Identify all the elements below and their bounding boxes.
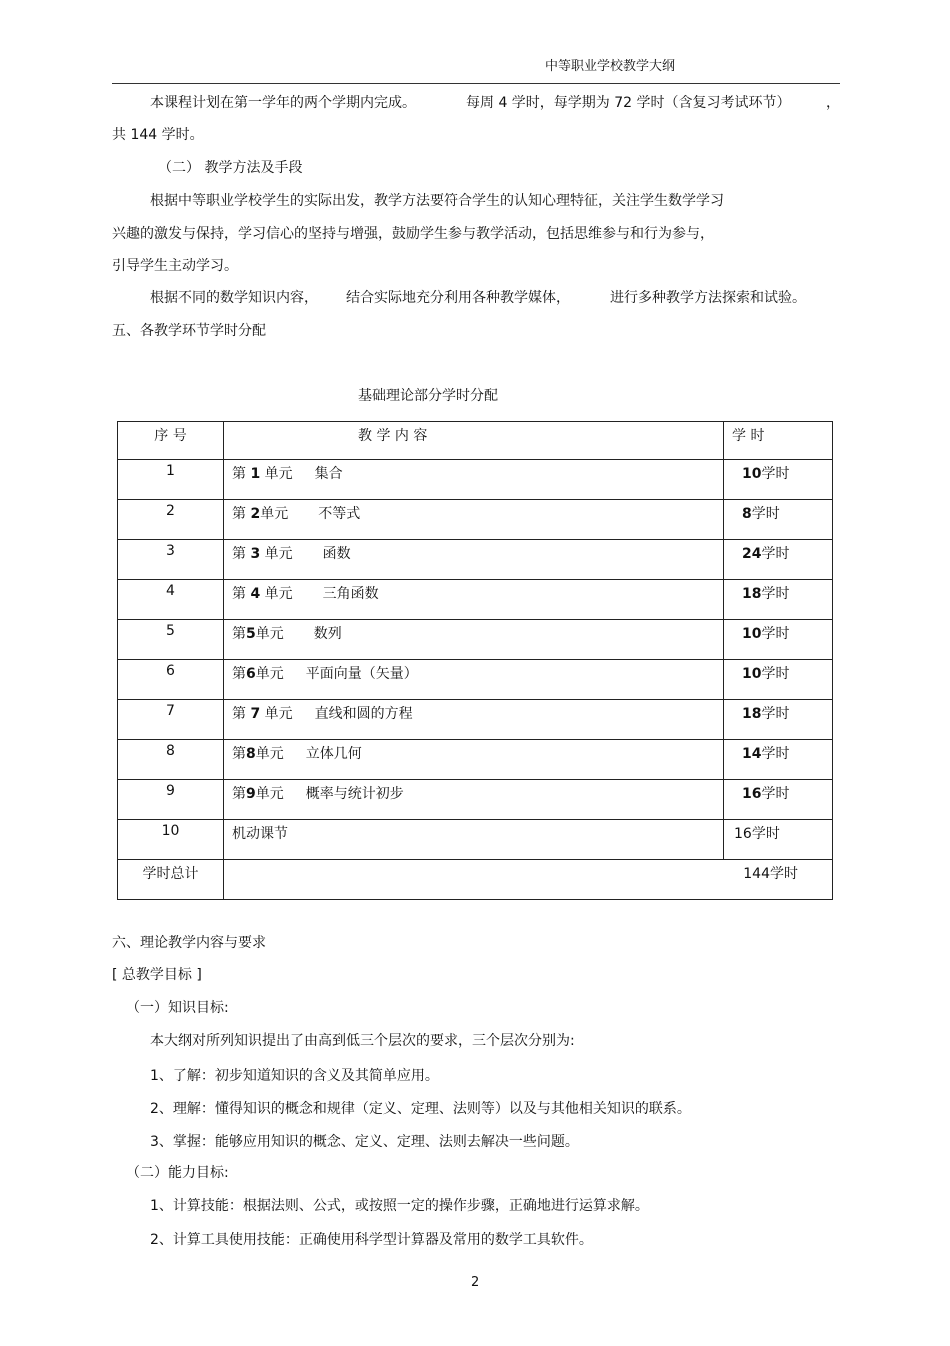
cell-hours bbox=[724, 500, 833, 540]
unit-number: 4 bbox=[250, 586, 261, 602]
section6-heading: 六、理论教学内容与要求 bbox=[112, 935, 266, 951]
ability-item-1: 1、计算技能：根据法则、公式，或按照一定的操作步骤，正确地进行运算求解。 bbox=[150, 1198, 649, 1214]
unit-topic: 立体几何 bbox=[305, 746, 362, 762]
cell-seq: 3 bbox=[118, 540, 224, 580]
unit-topic: 直线和圆的方程 bbox=[314, 706, 413, 722]
cell-content bbox=[224, 540, 724, 580]
intro-line1-part3: ， bbox=[826, 95, 840, 111]
ability-item-2: 2、计算工具使用技能：正确使用科学型计算器及常用的数学工具软件。 bbox=[150, 1232, 593, 1248]
unit-number: 6 bbox=[246, 666, 256, 682]
hours-number: 14 bbox=[742, 746, 762, 762]
cell-seq: 8 bbox=[118, 740, 224, 780]
intro-line1-part1: 本课程计划在第一学年的两个学期内完成。 bbox=[150, 95, 416, 111]
cell-seq: 1 bbox=[118, 460, 224, 500]
unit-suffix: 单元 bbox=[255, 786, 284, 802]
cell-content bbox=[224, 580, 724, 620]
header-hours: 学 时 bbox=[724, 422, 833, 460]
cell-content bbox=[224, 700, 724, 740]
method-para2-part3: 进行多种教学方法探索和试验。 bbox=[610, 290, 806, 306]
ability-heading: （二）能力目标: bbox=[126, 1165, 229, 1181]
hours-unit: 学时 bbox=[761, 546, 790, 562]
hours-number: 18 bbox=[742, 706, 762, 722]
cell-seq: 10 bbox=[118, 820, 224, 860]
hours-unit: 学时 bbox=[761, 586, 790, 602]
knowledge-intro: 本大纲对所列知识提出了由高到低三个层次的要求，三个层次分别为: bbox=[150, 1033, 575, 1049]
table-caption: 基础理论部分学时分配 bbox=[358, 388, 498, 404]
intro-line1-part2: 每周 4 学时，每学期为 72 学时（含复习考试环节） bbox=[466, 95, 791, 111]
header-seq: 序 号 bbox=[118, 422, 224, 460]
hours-number: 24 bbox=[742, 546, 762, 562]
table-row bbox=[118, 780, 833, 820]
table-total-row bbox=[118, 860, 833, 900]
unit-number: 3 bbox=[250, 546, 261, 562]
unit-suffix: 单元 bbox=[255, 626, 284, 642]
hours-table bbox=[117, 421, 833, 900]
unit-prefix: 第 bbox=[232, 706, 251, 722]
table-row bbox=[118, 460, 833, 500]
unit-number: 2 bbox=[250, 506, 261, 522]
header-rule bbox=[112, 83, 840, 84]
unit-suffix: 单元 bbox=[260, 506, 289, 522]
unit-topic: 平面向量（矢量） bbox=[305, 666, 418, 682]
unit-number: 7 bbox=[250, 706, 261, 722]
table-row bbox=[118, 500, 833, 540]
hours-unit: 学时 bbox=[751, 506, 780, 522]
table-row bbox=[118, 620, 833, 660]
cell-content bbox=[224, 780, 724, 820]
cell-hours bbox=[724, 540, 833, 580]
unit-prefix: 第 bbox=[232, 466, 251, 482]
header-content: 教 学 内 容 bbox=[224, 422, 724, 460]
unit-suffix: 单元 bbox=[260, 706, 293, 722]
cell-seq: 2 bbox=[118, 500, 224, 540]
method-para1-line3: 引导学生主动学习。 bbox=[112, 258, 238, 274]
total-label: 学时总计 bbox=[118, 860, 224, 900]
cell-hours bbox=[724, 620, 833, 660]
unit-prefix: 第 bbox=[232, 586, 251, 602]
hours-number: 10 bbox=[742, 466, 762, 482]
unit-prefix: 第 bbox=[232, 746, 246, 762]
hours-number: 10 bbox=[742, 626, 762, 642]
table-row bbox=[118, 740, 833, 780]
unit-topic: 函数 bbox=[322, 546, 351, 562]
unit-topic: 三角函数 bbox=[322, 586, 379, 602]
unit-number: 9 bbox=[246, 786, 256, 802]
hours-number: 18 bbox=[742, 586, 762, 602]
hours-unit: 学时 bbox=[761, 626, 790, 642]
unit-prefix: 第 bbox=[232, 546, 251, 562]
knowledge-item-1: 1、了解：初步知道知识的含义及其简单应用。 bbox=[150, 1068, 439, 1084]
cell-content bbox=[224, 740, 724, 780]
table-row bbox=[118, 660, 833, 700]
unit-topic: 不等式 bbox=[318, 506, 361, 522]
cell-hours: 16学时 bbox=[724, 820, 833, 860]
unit-number: 5 bbox=[246, 626, 256, 642]
unit-suffix: 单元 bbox=[255, 666, 284, 682]
cell-content bbox=[224, 660, 724, 700]
method-heading: （二） 教学方法及手段 bbox=[158, 160, 303, 176]
unit-suffix: 单元 bbox=[255, 746, 284, 762]
intro-line2: 共 144 学时。 bbox=[112, 127, 204, 143]
table-row bbox=[118, 580, 833, 620]
unit-topic: 集合 bbox=[314, 466, 343, 482]
unit-prefix: 第 bbox=[232, 626, 246, 642]
method-para1-line1: 根据中等职业学校学生的实际出发，教学方法要符合学生的认知心理特征，关注学生数学学习 bbox=[150, 193, 724, 209]
cell-seq: 6 bbox=[118, 660, 224, 700]
cell-seq: 9 bbox=[118, 780, 224, 820]
method-para2-part2: 结合实际地充分利用各种教学媒体， bbox=[346, 290, 570, 306]
hours-unit: 学时 bbox=[761, 666, 790, 682]
knowledge-item-2: 2、理解：懂得知识的概念和规律（定义、定理、法则等）以及与其他相关知识的联系。 bbox=[150, 1101, 691, 1117]
method-para1-line2: 兴趣的激发与保持，学习信心的坚持与增强，鼓励学生参与教学活动，包括思维参与和行为参与， bbox=[112, 226, 714, 242]
hours-number: 16 bbox=[742, 786, 762, 802]
cell-content bbox=[224, 620, 724, 660]
cell-hours bbox=[724, 580, 833, 620]
cell-hours bbox=[724, 740, 833, 780]
unit-suffix: 单元 bbox=[260, 466, 293, 482]
unit-topic: 数列 bbox=[313, 626, 342, 642]
cell-hours bbox=[724, 460, 833, 500]
unit-number: 1 bbox=[250, 466, 261, 482]
unit-prefix: 第 bbox=[232, 506, 251, 522]
table-row bbox=[118, 540, 833, 580]
hours-unit: 学时 bbox=[761, 706, 790, 722]
hours-unit: 学时 bbox=[761, 786, 790, 802]
cell-hours bbox=[724, 780, 833, 820]
cell-hours bbox=[724, 700, 833, 740]
cell-content: 机动课节 bbox=[224, 820, 724, 860]
unit-suffix: 单元 bbox=[260, 546, 293, 562]
goal-heading: [ 总教学目标 ] bbox=[112, 967, 202, 983]
table-header-row bbox=[118, 422, 833, 460]
hours-number: 10 bbox=[742, 666, 762, 682]
unit-topic: 概率与统计初步 bbox=[305, 786, 404, 802]
cell-hours bbox=[724, 660, 833, 700]
total-hours: 144学时 bbox=[224, 860, 833, 900]
hours-unit: 学时 bbox=[761, 466, 790, 482]
cell-seq: 4 bbox=[118, 580, 224, 620]
page-number: 2 bbox=[471, 1275, 480, 1290]
method-para2-part1: 根据不同的数学知识内容， bbox=[150, 290, 318, 306]
cell-content bbox=[224, 460, 724, 500]
unit-prefix: 第 bbox=[232, 666, 246, 682]
cell-seq: 5 bbox=[118, 620, 224, 660]
hours-unit: 学时 bbox=[761, 746, 790, 762]
section5-heading: 五、各教学环节学时分配 bbox=[112, 323, 266, 339]
cell-seq: 7 bbox=[118, 700, 224, 740]
unit-number: 8 bbox=[246, 746, 256, 762]
cell-content bbox=[224, 500, 724, 540]
unit-prefix: 第 bbox=[232, 786, 246, 802]
unit-suffix: 单元 bbox=[260, 586, 293, 602]
table-row bbox=[118, 700, 833, 740]
hours-number: 8 bbox=[742, 506, 752, 522]
knowledge-item-3: 3、掌握：能够应用知识的概念、定义、定理、法则去解决一些问题。 bbox=[150, 1134, 579, 1150]
knowledge-heading: （一）知识目标: bbox=[126, 1000, 229, 1016]
page-header-title: 中等职业学校教学大纲 bbox=[545, 59, 676, 74]
table-row bbox=[118, 820, 833, 860]
